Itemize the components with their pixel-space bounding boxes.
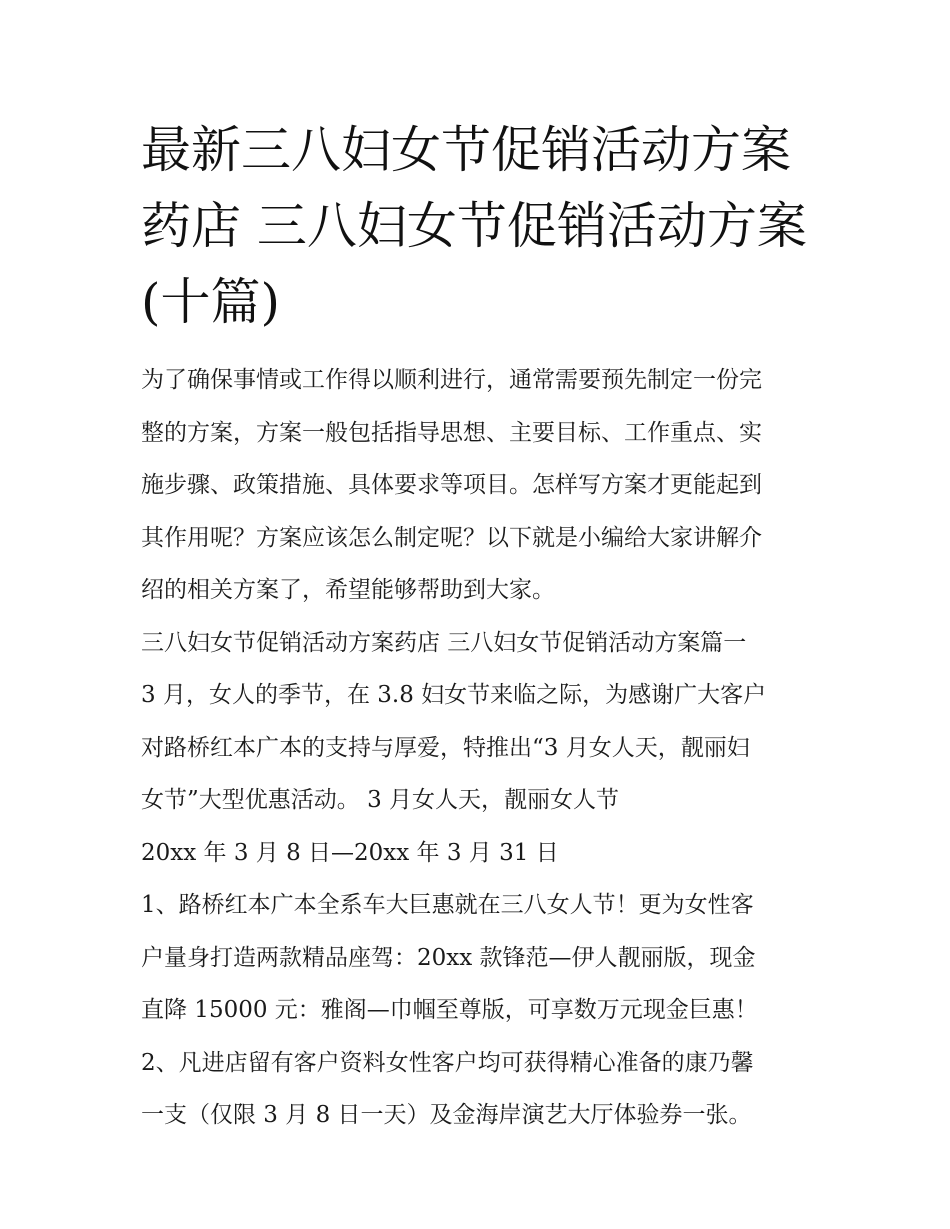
text-line: 三八妇女节促销活动方案药店 三八妇女节促销活动方案篇一 xyxy=(141,629,747,656)
date-range-paragraph xyxy=(141,827,813,880)
title-line: 药店 三八妇女节促销活动方案 xyxy=(141,197,807,255)
text-line: 其作用呢？方案应该怎么制定呢？以下就是小编给大家讲解介 xyxy=(141,524,762,551)
item-1-paragraph xyxy=(141,879,813,1037)
text-line: 施步骤、政策措施、具体要求等项目。怎样写方案才更能起到 xyxy=(141,472,762,498)
text-line: 直降 15000 元：雅阁—巾帼至尊版，可享数万元现金巨惠！ xyxy=(141,997,758,1023)
text-line: 对路桥红本广本的支持与厚爱，特推出“3 月女人天，靓丽妇 xyxy=(141,734,750,761)
section-heading xyxy=(141,617,813,670)
title-line: 最新三八妇女节促销活动方案 xyxy=(141,121,791,179)
text-line: 户量身打造两款精品座驾：20xx 款锋范—伊人靓丽版，现金 xyxy=(141,944,756,971)
text-line: 绍的相关方案了，希望能够帮助到大家。 xyxy=(141,577,555,603)
text-line: 整的方案，方案一般包括指导思想、主要目标、工作重点、实 xyxy=(141,419,762,446)
text-line: 为了确保事情或工作得以顺利进行，通常需要预先制定一份完 xyxy=(141,367,762,393)
intro-paragraph xyxy=(141,354,813,617)
text-line: 女节”大型优惠活动。 3 月女人天，靓丽女人节 xyxy=(141,787,620,813)
event-paragraph xyxy=(141,669,813,827)
text-line: 2、凡进店留有客户资料女性客户均可获得精心准备的康乃馨 xyxy=(141,1049,754,1076)
title-line: (十篇) xyxy=(141,273,281,331)
text-line: 1、路桥红本广本全系车大巨惠就在三八女人节！更为女性客 xyxy=(141,892,754,918)
text-line: 3 月，女人的季节，在 3.8 妇女节来临之际，为感谢广大客户 xyxy=(141,682,767,708)
document-title xyxy=(141,112,813,340)
item-2-paragraph xyxy=(141,1037,813,1142)
document-content xyxy=(141,112,813,1142)
document-body xyxy=(141,354,813,1142)
text-line: 一支（仅限 3 月 8 日一天）及金海岸演艺大厅体验券一张。 xyxy=(141,1102,752,1128)
text-line: 20xx 年 3 月 8 日—20xx 年 3 月 31 日 xyxy=(141,839,559,866)
